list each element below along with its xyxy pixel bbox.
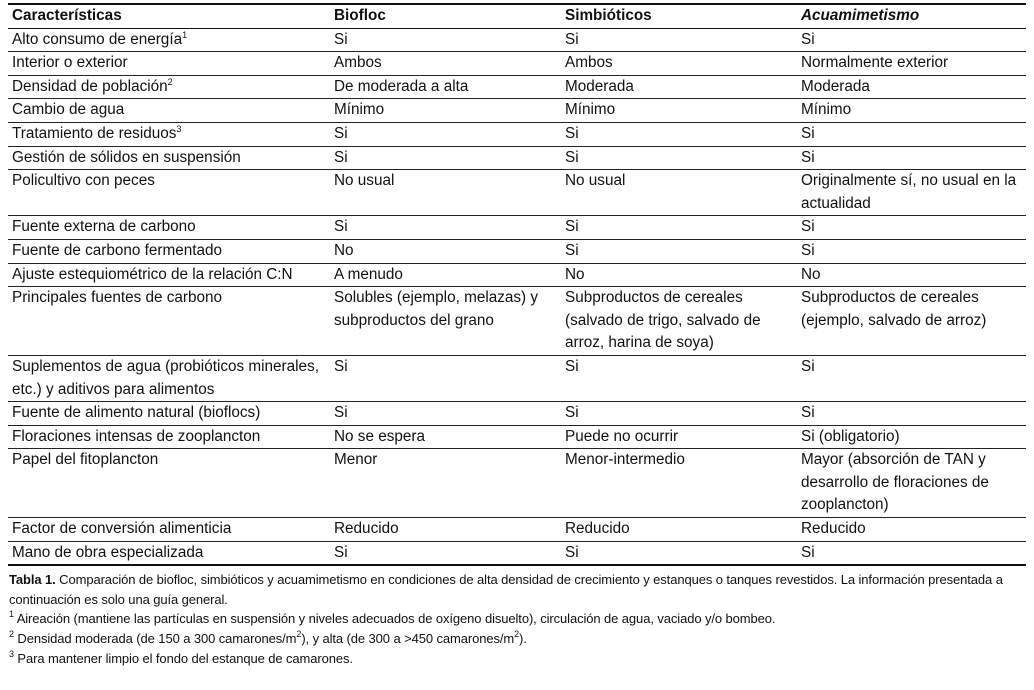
row-feature-cell <box>8 216 330 240</box>
table-row <box>8 239 1026 263</box>
feature-label: Gestión de sólidos en suspensión <box>12 148 241 166</box>
biofloc-value: No usual <box>330 170 561 216</box>
table-row <box>8 216 1026 240</box>
acuamimetismo-value: Mayor (absorción de TAN y desarrollo de floraciones de zooplancton) <box>797 449 1026 518</box>
simbioticos-value: Subproductos de cereales (salvado de trigo, salvado de arroz, harina de soya) <box>561 287 797 356</box>
footnote-text: ). <box>519 631 527 647</box>
biofloc-value: Reducido <box>330 518 561 542</box>
biofloc-value: Si <box>330 122 561 146</box>
row-feature-cell <box>8 75 330 99</box>
footnote-2 <box>9 629 1026 649</box>
simbioticos-value: Si <box>561 541 797 565</box>
simbioticos-value: Si <box>561 239 797 263</box>
table-row <box>8 518 1026 542</box>
acuamimetismo-value: Originalmente sí, no usual en la actualidad <box>797 170 1026 216</box>
footnote-text: ), y alta (de 300 a >450 camarones/m <box>301 631 515 647</box>
row-feature-cell <box>8 122 330 146</box>
biofloc-value: Menor <box>330 449 561 518</box>
superscript: 2 <box>514 629 520 640</box>
acuamimetismo-value: Si <box>797 122 1026 146</box>
table-row <box>8 52 1026 76</box>
simbioticos-value: Si <box>561 122 797 146</box>
row-feature-cell <box>8 28 330 52</box>
row-feature-cell <box>8 355 330 401</box>
table-row <box>8 425 1026 449</box>
row-feature-cell <box>8 146 330 170</box>
acuamimetismo-value: Si <box>797 541 1026 565</box>
feature-label: Tratamiento de residuos <box>12 124 177 142</box>
biofloc-value: Si <box>330 355 561 401</box>
row-feature-cell <box>8 52 330 76</box>
header-biofloc: Biofloc <box>330 4 561 28</box>
feature-label: Principales fuentes de carbono <box>12 289 223 307</box>
feature-label: Factor de conversión alimenticia <box>12 520 232 538</box>
table-row <box>8 541 1026 565</box>
footnote-3 <box>9 649 1026 669</box>
table-row <box>8 170 1026 216</box>
biofloc-value: Solubles (ejemplo, melazas) y subproductos del grano <box>330 287 561 356</box>
header-simbioticos: Simbióticos <box>561 4 797 28</box>
row-feature-cell <box>8 170 330 216</box>
acuamimetismo-value: Si <box>797 402 1026 426</box>
footnote-ref: 2 <box>167 76 173 87</box>
footnote-ref: 1 <box>182 29 188 40</box>
table-row <box>8 449 1026 518</box>
table-row <box>8 146 1026 170</box>
comparison-table <box>8 3 1026 566</box>
superscript: 2 <box>296 629 302 640</box>
simbioticos-value: Si <box>561 216 797 240</box>
footnote-mark: 1 <box>9 609 14 620</box>
acuamimetismo-value: Si <box>797 239 1026 263</box>
row-feature-cell <box>8 402 330 426</box>
acuamimetismo-value: Si (obligatorio) <box>797 425 1026 449</box>
acuamimetismo-value: No <box>797 263 1026 287</box>
simbioticos-value: Mínimo <box>561 99 797 123</box>
feature-label: Interior o exterior <box>12 54 128 72</box>
biofloc-value: Ambos <box>330 52 561 76</box>
simbioticos-value: Si <box>561 355 797 401</box>
acuamimetismo-value: Reducido <box>797 518 1026 542</box>
acuamimetismo-value: Si <box>797 355 1026 401</box>
row-feature-cell <box>8 239 330 263</box>
row-feature-cell <box>8 99 330 123</box>
simbioticos-value: Moderada <box>561 75 797 99</box>
biofloc-value: Si <box>330 216 561 240</box>
table-row <box>8 28 1026 52</box>
row-feature-cell <box>8 287 330 356</box>
footnote-mark: 2 <box>9 629 14 640</box>
feature-label: Fuente de alimento natural (bioflocs) <box>12 404 261 422</box>
simbioticos-value: Menor-intermedio <box>561 449 797 518</box>
footnote-ref: 3 <box>176 123 182 134</box>
acuamimetismo-value: Si <box>797 28 1026 52</box>
biofloc-value: Si <box>330 541 561 565</box>
biofloc-value: A menudo <box>330 263 561 287</box>
caption-text: Comparación de biofloc, simbióticos y acuamimetismo en condiciones de alta densidad de crecimiento y estanques o tanques revestidos. La información presentada a continuación es solo una guía general. <box>9 572 1003 607</box>
table-row <box>8 75 1026 99</box>
acuamimetismo-value: Moderada <box>797 75 1026 99</box>
simbioticos-value: Si <box>561 28 797 52</box>
feature-label: Fuente de carbono fermentado <box>12 241 223 259</box>
feature-label: Fuente externa de carbono <box>12 218 196 236</box>
biofloc-value: Si <box>330 146 561 170</box>
biofloc-value: Si <box>330 402 561 426</box>
biofloc-value: De moderada a alta <box>330 75 561 99</box>
simbioticos-value: Si <box>561 402 797 426</box>
row-feature-cell <box>8 541 330 565</box>
table-notes <box>8 570 1026 668</box>
feature-label: Policultivo con peces <box>12 172 155 190</box>
simbioticos-value: Si <box>561 146 797 170</box>
feature-label: Alto consumo de energía <box>12 30 183 48</box>
acuamimetismo-value: Si <box>797 146 1026 170</box>
acuamimetismo-value: Mínimo <box>797 99 1026 123</box>
row-feature-cell <box>8 263 330 287</box>
feature-label: Floraciones intensas de zooplancton <box>12 427 261 445</box>
simbioticos-value: Puede no ocurrir <box>561 425 797 449</box>
table-row <box>8 122 1026 146</box>
simbioticos-value: No <box>561 263 797 287</box>
footnote-text: Aireación (mantiene las partículas en suspensión y niveles adecuados de oxígeno disuelto), circulación de agua, vaciado y/o bombeo. <box>16 611 776 627</box>
table-row <box>8 355 1026 401</box>
header-acuamimetismo: Acuamimetismo <box>797 4 1026 28</box>
acuamimetismo-value: Normalmente exterior <box>797 52 1026 76</box>
row-feature-cell <box>8 449 330 518</box>
footnote-text: Densidad moderada (de 150 a 300 camarones/m <box>17 631 297 647</box>
feature-label: Mano de obra especializada <box>12 543 204 561</box>
caption-label: Tabla 1. <box>9 572 56 588</box>
table-row <box>8 287 1026 356</box>
simbioticos-value: Reducido <box>561 518 797 542</box>
feature-label: Papel del fitoplancton <box>12 451 159 469</box>
acuamimetismo-value: Si <box>797 216 1026 240</box>
simbioticos-value: No usual <box>561 170 797 216</box>
table-body <box>8 28 1026 565</box>
row-feature-cell <box>8 425 330 449</box>
simbioticos-value: Ambos <box>561 52 797 76</box>
biofloc-value: No <box>330 239 561 263</box>
feature-label: Densidad de población <box>12 77 168 95</box>
footnote-text: Para mantener limpio el fondo del estanque de camarones. <box>17 650 353 666</box>
table-row <box>8 263 1026 287</box>
header-characteristics: Características <box>8 4 330 28</box>
row-feature-cell <box>8 518 330 542</box>
table-row <box>8 99 1026 123</box>
feature-label: Ajuste estequiométrico de la relación C:N <box>12 265 293 283</box>
biofloc-value: No se espera <box>330 425 561 449</box>
footnote-1 <box>9 609 1026 629</box>
footnote-mark: 3 <box>9 648 14 659</box>
biofloc-value: Si <box>330 28 561 52</box>
biofloc-value: Mínimo <box>330 99 561 123</box>
table-caption <box>9 570 1026 609</box>
feature-label: Suplementos de agua (probióticos minerales, etc.) y aditivos para alimentos <box>12 357 319 398</box>
acuamimetismo-value: Subproductos de cereales (ejemplo, salvado de arroz) <box>797 287 1026 356</box>
table-header-row <box>8 4 1026 28</box>
feature-label: Cambio de agua <box>12 101 125 119</box>
table-row <box>8 402 1026 426</box>
